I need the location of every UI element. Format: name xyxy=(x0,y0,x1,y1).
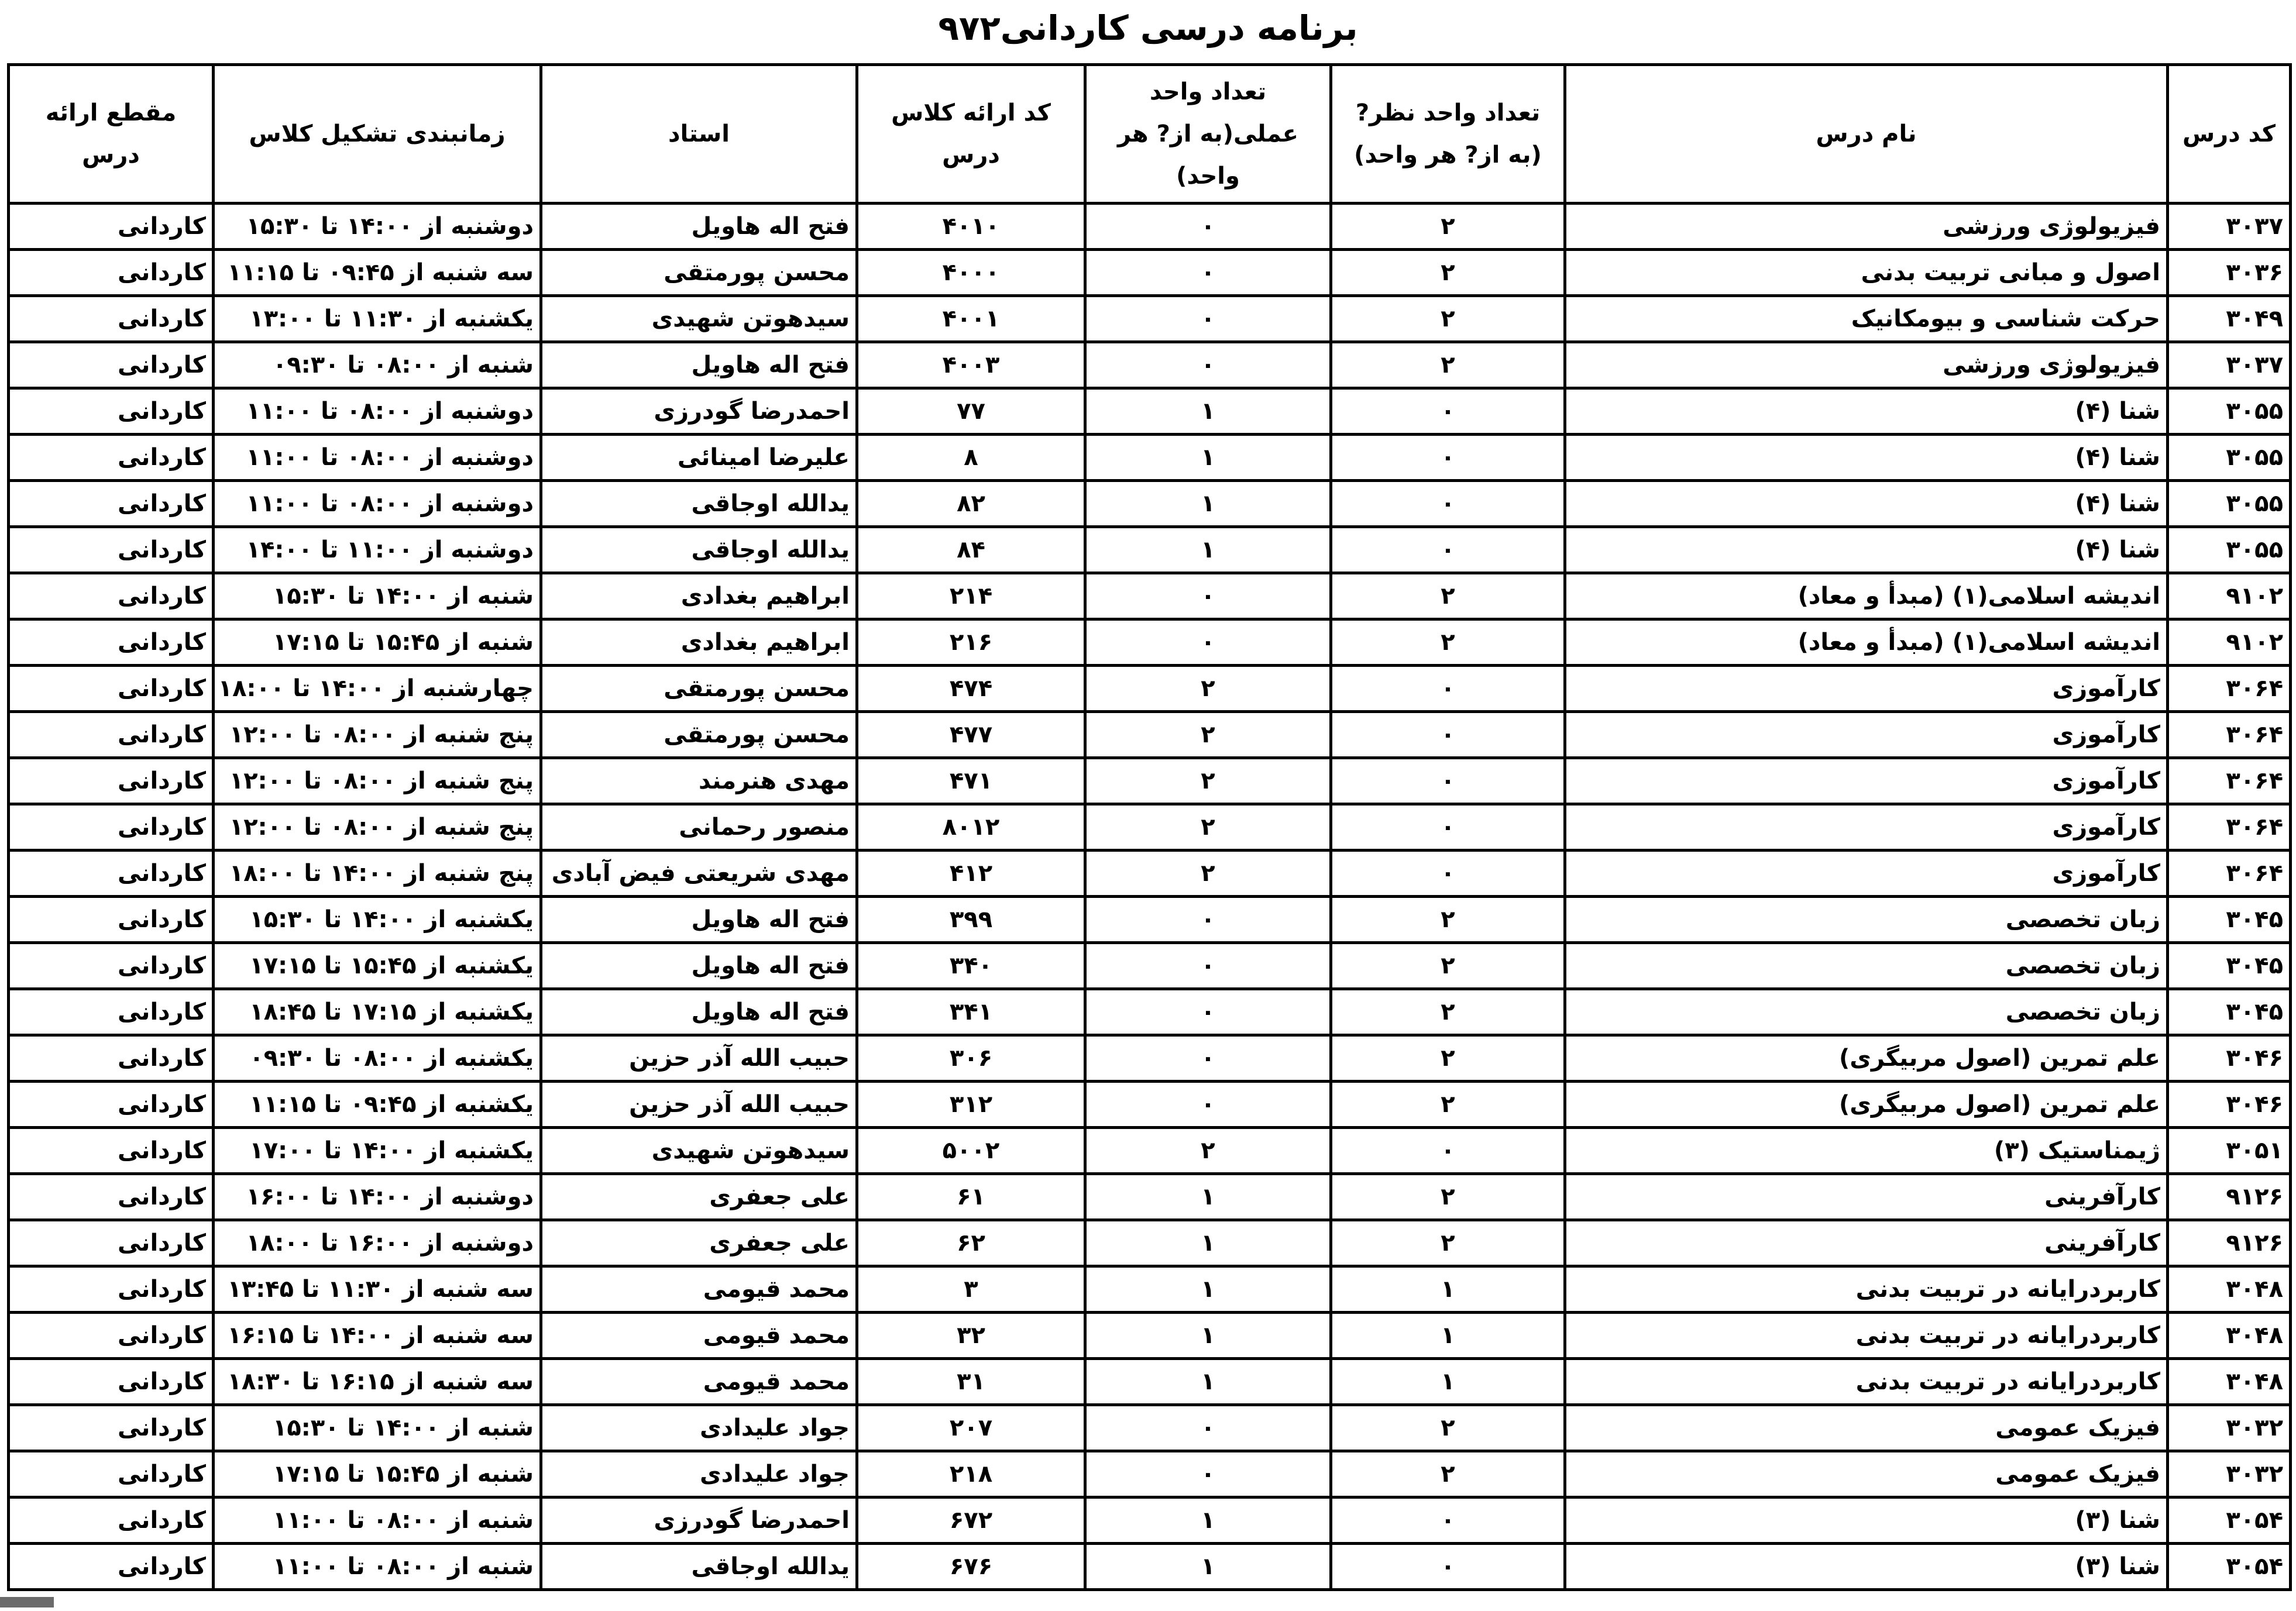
course-code-cell: ۳۰۳۲ xyxy=(2168,1451,2291,1498)
class-code-cell: ۵۰۰۲ xyxy=(857,1128,1085,1174)
class-code-cell: ۳۱ xyxy=(857,1359,1085,1405)
course-name-cell: شنا (۴) xyxy=(1565,481,2168,527)
class-time-cell: شنبه از ۱۵:۴۵ تا ۱۷:۱۵ xyxy=(214,1451,541,1498)
class-time-cell: پنج شنبه از ۱۴:۰۰ تا ۱۸:۰۰ xyxy=(214,851,541,897)
practical-units-cell: ۰ xyxy=(1085,1082,1331,1128)
practical-units-cell: ۱ xyxy=(1085,1266,1331,1313)
class-time-cell: شنبه از ۰۸:۰۰ تا ۱۱:۰۰ xyxy=(214,1498,541,1544)
theory-units-cell: ۲ xyxy=(1331,989,1565,1035)
teacher-cell: ابراهیم بغدادی xyxy=(541,619,857,666)
level-cell: کاردانی xyxy=(9,943,214,989)
header-course-name: نام درس xyxy=(1565,65,2168,204)
course-code-cell: ۳۰۵۵ xyxy=(2168,527,2291,573)
level-cell: کاردانی xyxy=(9,1220,214,1266)
course-code-cell: ۳۰۴۵ xyxy=(2168,943,2291,989)
course-name-cell: زبان تخصصی xyxy=(1565,897,2168,943)
level-cell: کاردانی xyxy=(9,851,214,897)
class-time-cell: شنبه از ۱۴:۰۰ تا ۱۵:۳۰ xyxy=(214,573,541,619)
level-cell: کاردانی xyxy=(9,1544,214,1590)
course-code-cell: ۹۱۰۲ xyxy=(2168,619,2291,666)
theory-units-cell: ۱ xyxy=(1331,1266,1565,1313)
level-cell: کاردانی xyxy=(9,250,214,296)
teacher-cell: منصور رحمانی xyxy=(541,804,857,851)
theory-units-cell: ۲ xyxy=(1331,1220,1565,1266)
level-cell: کاردانی xyxy=(9,1313,214,1359)
class-time-cell: سه شنبه از ۱۴:۰۰ تا ۱۶:۱۵ xyxy=(214,1313,541,1359)
course-code-cell: ۳۰۴۵ xyxy=(2168,897,2291,943)
class-code-cell: ۶۷۶ xyxy=(857,1544,1085,1590)
class-code-cell: ۳۹۹ xyxy=(857,897,1085,943)
class-time-cell: دوشنبه از ۰۸:۰۰ تا ۱۱:۰۰ xyxy=(214,388,541,435)
header-class-code: کد ارائه کلاس درس xyxy=(857,65,1085,204)
course-name-cell: علم تمرین (اصول مربیگری) xyxy=(1565,1035,2168,1082)
teacher-cell: علی جعفری xyxy=(541,1174,857,1220)
course-name-cell: کارآموزی xyxy=(1565,804,2168,851)
teacher-cell: احمدرضا گودرزی xyxy=(541,388,857,435)
practical-units-cell: ۱ xyxy=(1085,527,1331,573)
teacher-cell: علی جعفری xyxy=(541,1220,857,1266)
table-row xyxy=(9,1313,2291,1359)
level-cell: کاردانی xyxy=(9,1174,214,1220)
course-code-cell: ۳۰۶۴ xyxy=(2168,666,2291,712)
class-code-cell: ۳۲ xyxy=(857,1313,1085,1359)
theory-units-cell: ۰ xyxy=(1331,851,1565,897)
course-code-cell: ۳۰۳۷ xyxy=(2168,204,2291,250)
level-cell: کاردانی xyxy=(9,1405,214,1451)
class-time-cell: شنبه از ۰۸:۰۰ تا ۰۹:۳۰ xyxy=(214,342,541,388)
practical-units-cell: ۱ xyxy=(1085,435,1331,481)
course-code-cell: ۳۰۵۴ xyxy=(2168,1498,2291,1544)
class-code-cell: ۳۴۰ xyxy=(857,943,1085,989)
class-time-cell: یکشنبه از ۱۷:۱۵ تا ۱۸:۴۵ xyxy=(214,989,541,1035)
course-name-cell: شنا (۴) xyxy=(1565,435,2168,481)
page-title: برنامه درسی کاردانی۹۷۲ xyxy=(938,8,1358,48)
course-code-cell: ۳۰۵۵ xyxy=(2168,435,2291,481)
class-code-cell: ۲۰۷ xyxy=(857,1405,1085,1451)
course-schedule-table xyxy=(7,63,2292,1591)
teacher-cell: حبیب الله آذر حزین xyxy=(541,1035,857,1082)
practical-units-cell: ۲ xyxy=(1085,1128,1331,1174)
course-name-cell: اصول و مبانی تربیت بدنی xyxy=(1565,250,2168,296)
practical-units-cell: ۰ xyxy=(1085,573,1331,619)
course-name-cell: کاربردرایانه در تربیت بدنی xyxy=(1565,1359,2168,1405)
practical-units-cell: ۲ xyxy=(1085,666,1331,712)
course-name-cell: فیزیک عمومی xyxy=(1565,1405,2168,1451)
header-level: مقطع ارائه درس xyxy=(9,65,214,204)
class-code-cell: ۴۷۷ xyxy=(857,712,1085,758)
course-code-cell: ۹۱۲۶ xyxy=(2168,1220,2291,1266)
theory-units-cell: ۰ xyxy=(1331,666,1565,712)
header-class-time: زمانبندی تشکیل کلاس xyxy=(214,65,541,204)
teacher-cell: فتح اله هاویل xyxy=(541,204,857,250)
teacher-cell: علیرضا امینائی xyxy=(541,435,857,481)
course-code-cell: ۳۰۴۹ xyxy=(2168,296,2291,342)
class-time-cell: دوشنبه از ۱۱:۰۰ تا ۱۴:۰۰ xyxy=(214,527,541,573)
course-code-cell: ۹۱۲۶ xyxy=(2168,1174,2291,1220)
course-name-cell: علم تمرین (اصول مربیگری) xyxy=(1565,1082,2168,1128)
practical-units-cell: ۲ xyxy=(1085,804,1331,851)
class-code-cell: ۶۱ xyxy=(857,1174,1085,1220)
practical-units-cell: ۱ xyxy=(1085,1220,1331,1266)
class-time-cell: یکشنبه از ۱۴:۰۰ تا ۱۵:۳۰ xyxy=(214,897,541,943)
teacher-cell: سیدهوتن شهیدی xyxy=(541,296,857,342)
level-cell: کاردانی xyxy=(9,1082,214,1128)
teacher-cell: فتح اله هاویل xyxy=(541,897,857,943)
practical-units-cell: ۱ xyxy=(1085,388,1331,435)
course-code-cell: ۳۰۶۴ xyxy=(2168,851,2291,897)
course-code-cell: ۳۰۶۴ xyxy=(2168,712,2291,758)
class-time-cell: دوشنبه از ۱۴:۰۰ تا ۱۶:۰۰ xyxy=(214,1174,541,1220)
table-row xyxy=(9,1266,2291,1313)
class-code-cell: ۲۱۶ xyxy=(857,619,1085,666)
level-cell: کاردانی xyxy=(9,989,214,1035)
theory-units-cell: ۰ xyxy=(1331,1498,1565,1544)
class-time-cell: یکشنبه از ۱۴:۰۰ تا ۱۷:۰۰ xyxy=(214,1128,541,1174)
theory-units-cell: ۱ xyxy=(1331,1313,1565,1359)
class-time-cell: یکشنبه از ۱۱:۳۰ تا ۱۳:۰۰ xyxy=(214,296,541,342)
practical-units-cell: ۱ xyxy=(1085,1174,1331,1220)
teacher-cell: مهدی شریعتی فیض آبادی xyxy=(541,851,857,897)
course-name-cell: کارآموزی xyxy=(1565,851,2168,897)
teacher-cell: محسن پورمتقی xyxy=(541,250,857,296)
practical-units-cell: ۰ xyxy=(1085,296,1331,342)
table-header-row xyxy=(9,65,2291,204)
level-cell: کاردانی xyxy=(9,1035,214,1082)
class-time-cell: چهارشنبه از ۱۴:۰۰ تا ۱۸:۰۰ xyxy=(214,666,541,712)
teacher-cell: محسن پورمتقی xyxy=(541,666,857,712)
level-cell: کاردانی xyxy=(9,435,214,481)
class-code-cell: ۶۷۲ xyxy=(857,1498,1085,1544)
course-name-cell: کاربردرایانه در تربیت بدنی xyxy=(1565,1313,2168,1359)
class-code-cell: ۳۱۲ xyxy=(857,1082,1085,1128)
course-name-cell: حرکت شناسی و بیومکانیک xyxy=(1565,296,2168,342)
class-code-cell: ۸۴ xyxy=(857,527,1085,573)
class-code-cell: ۳۴۱ xyxy=(857,989,1085,1035)
class-time-cell: پنج شنبه از ۰۸:۰۰ تا ۱۲:۰۰ xyxy=(214,758,541,804)
table-row xyxy=(9,573,2291,619)
teacher-cell: فتح اله هاویل xyxy=(541,989,857,1035)
table-body xyxy=(9,204,2291,1590)
theory-units-cell: ۰ xyxy=(1331,481,1565,527)
practical-units-cell: ۰ xyxy=(1085,619,1331,666)
course-name-cell: فیزیولوژی ورزشی xyxy=(1565,204,2168,250)
class-time-cell: دوشنبه از ۱۴:۰۰ تا ۱۵:۳۰ xyxy=(214,204,541,250)
level-cell: کاردانی xyxy=(9,1498,214,1544)
class-code-cell: ۴۰۰۳ xyxy=(857,342,1085,388)
class-code-cell: ۲۱۸ xyxy=(857,1451,1085,1498)
class-time-cell: دوشنبه از ۱۶:۰۰ تا ۱۸:۰۰ xyxy=(214,1220,541,1266)
table-row xyxy=(9,1544,2291,1590)
course-code-cell: ۳۰۵۱ xyxy=(2168,1128,2291,1174)
table-row xyxy=(9,1498,2291,1544)
practical-units-cell: ۰ xyxy=(1085,943,1331,989)
practical-units-cell: ۰ xyxy=(1085,1451,1331,1498)
class-code-cell: ۸ xyxy=(857,435,1085,481)
theory-units-cell: ۰ xyxy=(1331,435,1565,481)
theory-units-cell: ۱ xyxy=(1331,1359,1565,1405)
class-time-cell: پنج شنبه از ۰۸:۰۰ تا ۱۲:۰۰ xyxy=(214,712,541,758)
course-code-cell: ۳۰۳۷ xyxy=(2168,342,2291,388)
table-row xyxy=(9,1359,2291,1405)
theory-units-cell: ۲ xyxy=(1331,250,1565,296)
level-cell: کاردانی xyxy=(9,388,214,435)
table-row xyxy=(9,666,2291,712)
practical-units-cell: ۲ xyxy=(1085,758,1331,804)
class-time-cell: پنج شنبه از ۰۸:۰۰ تا ۱۲:۰۰ xyxy=(214,804,541,851)
course-name-cell: کارآفرینی xyxy=(1565,1174,2168,1220)
table-row xyxy=(9,388,2291,435)
course-name-cell: شنا (۴) xyxy=(1565,527,2168,573)
table-row xyxy=(9,1082,2291,1128)
practical-units-cell: ۲ xyxy=(1085,851,1331,897)
theory-units-cell: ۲ xyxy=(1331,1451,1565,1498)
course-name-cell: کارآموزی xyxy=(1565,666,2168,712)
class-time-cell: سه شنبه از ۱۱:۳۰ تا ۱۳:۴۵ xyxy=(214,1266,541,1313)
level-cell: کاردانی xyxy=(9,804,214,851)
theory-units-cell: ۰ xyxy=(1331,388,1565,435)
course-code-cell: ۳۰۳۲ xyxy=(2168,1405,2291,1451)
practical-units-cell: ۱ xyxy=(1085,1313,1331,1359)
teacher-cell: یدالله اوجاقی xyxy=(541,481,857,527)
course-code-cell: ۹۱۰۲ xyxy=(2168,573,2291,619)
course-name-cell: فیزیک عمومی xyxy=(1565,1451,2168,1498)
practical-units-cell: ۰ xyxy=(1085,1035,1331,1082)
teacher-cell: حبیب الله آذر حزین xyxy=(541,1082,857,1128)
course-code-cell: ۳۰۴۸ xyxy=(2168,1359,2291,1405)
class-time-cell: دوشنبه از ۰۸:۰۰ تا ۱۱:۰۰ xyxy=(214,481,541,527)
table-row xyxy=(9,250,2291,296)
theory-units-cell: ۲ xyxy=(1331,204,1565,250)
class-time-cell: یکشنبه از ۱۵:۴۵ تا ۱۷:۱۵ xyxy=(214,943,541,989)
teacher-cell: محمد قیومی xyxy=(541,1266,857,1313)
class-code-cell: ۴۷۴ xyxy=(857,666,1085,712)
course-code-cell: ۳۰۵۴ xyxy=(2168,1544,2291,1590)
teacher-cell: ابراهیم بغدادی xyxy=(541,573,857,619)
table-row xyxy=(9,851,2291,897)
level-cell: کاردانی xyxy=(9,758,214,804)
course-name-cell: کارآموزی xyxy=(1565,758,2168,804)
course-name-cell: کارآموزی xyxy=(1565,712,2168,758)
practical-units-cell: ۱ xyxy=(1085,1359,1331,1405)
course-name-cell: فیزیولوژی ورزشی xyxy=(1565,342,2168,388)
level-cell: کاردانی xyxy=(9,1451,214,1498)
course-name-cell: اندیشه اسلامی(۱) (مبدأ و معاد) xyxy=(1565,573,2168,619)
table-row xyxy=(9,204,2291,250)
class-code-cell: ۸۲ xyxy=(857,481,1085,527)
table-row xyxy=(9,435,2291,481)
level-cell: کاردانی xyxy=(9,481,214,527)
theory-units-cell: ۰ xyxy=(1331,758,1565,804)
course-code-cell: ۳۰۳۶ xyxy=(2168,250,2291,296)
table-row xyxy=(9,1405,2291,1451)
class-time-cell: شنبه از ۱۴:۰۰ تا ۱۵:۳۰ xyxy=(214,1405,541,1451)
practical-units-cell: ۰ xyxy=(1085,989,1331,1035)
course-name-cell: زبان تخصصی xyxy=(1565,989,2168,1035)
teacher-cell: محمد قیومی xyxy=(541,1313,857,1359)
class-code-cell: ۳ xyxy=(857,1266,1085,1313)
course-code-cell: ۳۰۴۸ xyxy=(2168,1313,2291,1359)
level-cell: کاردانی xyxy=(9,527,214,573)
corner-watermark xyxy=(0,1597,54,1607)
class-code-cell: ۴۰۰۱ xyxy=(857,296,1085,342)
level-cell: کاردانی xyxy=(9,204,214,250)
practical-units-cell: ۰ xyxy=(1085,897,1331,943)
table-row xyxy=(9,804,2291,851)
class-time-cell: دوشنبه از ۰۸:۰۰ تا ۱۱:۰۰ xyxy=(214,435,541,481)
teacher-cell: فتح اله هاویل xyxy=(541,943,857,989)
header-theory-units: تعداد واحد نظر?(به از? هر واحد) xyxy=(1331,65,1565,204)
class-code-cell: ۳۰۶ xyxy=(857,1035,1085,1082)
theory-units-cell: ۲ xyxy=(1331,573,1565,619)
table-row xyxy=(9,1035,2291,1082)
table-row xyxy=(9,1451,2291,1498)
practical-units-cell: ۰ xyxy=(1085,204,1331,250)
practical-units-cell: ۱ xyxy=(1085,481,1331,527)
theory-units-cell: ۲ xyxy=(1331,897,1565,943)
level-cell: کاردانی xyxy=(9,666,214,712)
course-name-cell: شنا (۴) xyxy=(1565,388,2168,435)
practical-units-cell: ۱ xyxy=(1085,1498,1331,1544)
course-name-cell: کارآفرینی xyxy=(1565,1220,2168,1266)
level-cell: کاردانی xyxy=(9,1128,214,1174)
class-time-cell: یکشنبه از ۰۹:۴۵ تا ۱۱:۱۵ xyxy=(214,1082,541,1128)
theory-units-cell: ۰ xyxy=(1331,527,1565,573)
table-row xyxy=(9,296,2291,342)
course-name-cell: کاربردرایانه در تربیت بدنی xyxy=(1565,1266,2168,1313)
class-code-cell: ۴۱۲ xyxy=(857,851,1085,897)
class-time-cell: شنبه از ۱۵:۴۵ تا ۱۷:۱۵ xyxy=(214,619,541,666)
table-row xyxy=(9,619,2291,666)
table-row xyxy=(9,481,2291,527)
teacher-cell: جواد علیدادی xyxy=(541,1451,857,1498)
teacher-cell: محسن پورمتقی xyxy=(541,712,857,758)
theory-units-cell: ۲ xyxy=(1331,943,1565,989)
level-cell: کاردانی xyxy=(9,296,214,342)
class-code-cell: ۷۷ xyxy=(857,388,1085,435)
class-code-cell: ۲۱۴ xyxy=(857,573,1085,619)
header-practical-units: تعداد واحد عملی(به از? هر واحد) xyxy=(1085,65,1331,204)
course-code-cell: ۳۰۶۴ xyxy=(2168,758,2291,804)
class-code-cell: ۴۷۱ xyxy=(857,758,1085,804)
table-row xyxy=(9,989,2291,1035)
teacher-cell: یدالله اوجاقی xyxy=(541,527,857,573)
theory-units-cell: ۲ xyxy=(1331,1082,1565,1128)
class-code-cell: ۸۰۱۲ xyxy=(857,804,1085,851)
table-row xyxy=(9,1174,2291,1220)
table-row xyxy=(9,712,2291,758)
class-code-cell: ۴۰۰۰ xyxy=(857,250,1085,296)
level-cell: کاردانی xyxy=(9,1266,214,1313)
table-row xyxy=(9,758,2291,804)
class-time-cell: سه شنبه از ۱۶:۱۵ تا ۱۸:۳۰ xyxy=(214,1359,541,1405)
theory-units-cell: ۲ xyxy=(1331,619,1565,666)
theory-units-cell: ۰ xyxy=(1331,1544,1565,1590)
class-code-cell: ۶۲ xyxy=(857,1220,1085,1266)
table-row xyxy=(9,1220,2291,1266)
level-cell: کاردانی xyxy=(9,619,214,666)
level-cell: کاردانی xyxy=(9,573,214,619)
theory-units-cell: ۲ xyxy=(1331,296,1565,342)
course-code-cell: ۳۰۶۴ xyxy=(2168,804,2291,851)
table-row xyxy=(9,943,2291,989)
level-cell: کاردانی xyxy=(9,1359,214,1405)
course-code-cell: ۳۰۵۵ xyxy=(2168,388,2291,435)
level-cell: کاردانی xyxy=(9,897,214,943)
course-name-cell: شنا (۳) xyxy=(1565,1544,2168,1590)
practical-units-cell: ۰ xyxy=(1085,342,1331,388)
course-name-cell: زبان تخصصی xyxy=(1565,943,2168,989)
theory-units-cell: ۰ xyxy=(1331,712,1565,758)
theory-units-cell: ۲ xyxy=(1331,342,1565,388)
course-name-cell: شنا (۳) xyxy=(1565,1498,2168,1544)
theory-units-cell: ۲ xyxy=(1331,1035,1565,1082)
table-row xyxy=(9,897,2291,943)
teacher-cell: محمد قیومی xyxy=(541,1359,857,1405)
theory-units-cell: ۰ xyxy=(1331,804,1565,851)
header-course-code: کد درس xyxy=(2168,65,2291,204)
course-code-cell: ۳۰۴۵ xyxy=(2168,989,2291,1035)
course-name-cell: ژیمناستیک (۳) xyxy=(1565,1128,2168,1174)
practical-units-cell: ۰ xyxy=(1085,250,1331,296)
level-cell: کاردانی xyxy=(9,342,214,388)
course-code-cell: ۳۰۴۶ xyxy=(2168,1035,2291,1082)
teacher-cell: احمدرضا گودرزی xyxy=(541,1498,857,1544)
practical-units-cell: ۰ xyxy=(1085,1405,1331,1451)
class-time-cell: سه شنبه از ۰۹:۴۵ تا ۱۱:۱۵ xyxy=(214,250,541,296)
class-time-cell: یکشنبه از ۰۸:۰۰ تا ۰۹:۳۰ xyxy=(214,1035,541,1082)
class-time-cell: شنبه از ۰۸:۰۰ تا ۱۱:۰۰ xyxy=(214,1544,541,1590)
teacher-cell: فتح اله هاویل xyxy=(541,342,857,388)
teacher-cell: جواد علیدادی xyxy=(541,1405,857,1451)
table-row xyxy=(9,1128,2291,1174)
practical-units-cell: ۱ xyxy=(1085,1544,1331,1590)
course-name-cell: اندیشه اسلامی(۱) (مبدأ و معاد) xyxy=(1565,619,2168,666)
theory-units-cell: ۰ xyxy=(1331,1128,1565,1174)
theory-units-cell: ۲ xyxy=(1331,1174,1565,1220)
header-teacher: استاد xyxy=(541,65,857,204)
table-row xyxy=(9,342,2291,388)
course-code-cell: ۳۰۴۸ xyxy=(2168,1266,2291,1313)
practical-units-cell: ۲ xyxy=(1085,712,1331,758)
table-row xyxy=(9,527,2291,573)
course-code-cell: ۳۰۵۵ xyxy=(2168,481,2291,527)
class-code-cell: ۴۰۱۰ xyxy=(857,204,1085,250)
level-cell: کاردانی xyxy=(9,712,214,758)
course-code-cell: ۳۰۴۶ xyxy=(2168,1082,2291,1128)
teacher-cell: مهدی هنرمند xyxy=(541,758,857,804)
teacher-cell: یدالله اوجاقی xyxy=(541,1544,857,1590)
teacher-cell: سیدهوتن شهیدی xyxy=(541,1128,857,1174)
theory-units-cell: ۲ xyxy=(1331,1405,1565,1451)
